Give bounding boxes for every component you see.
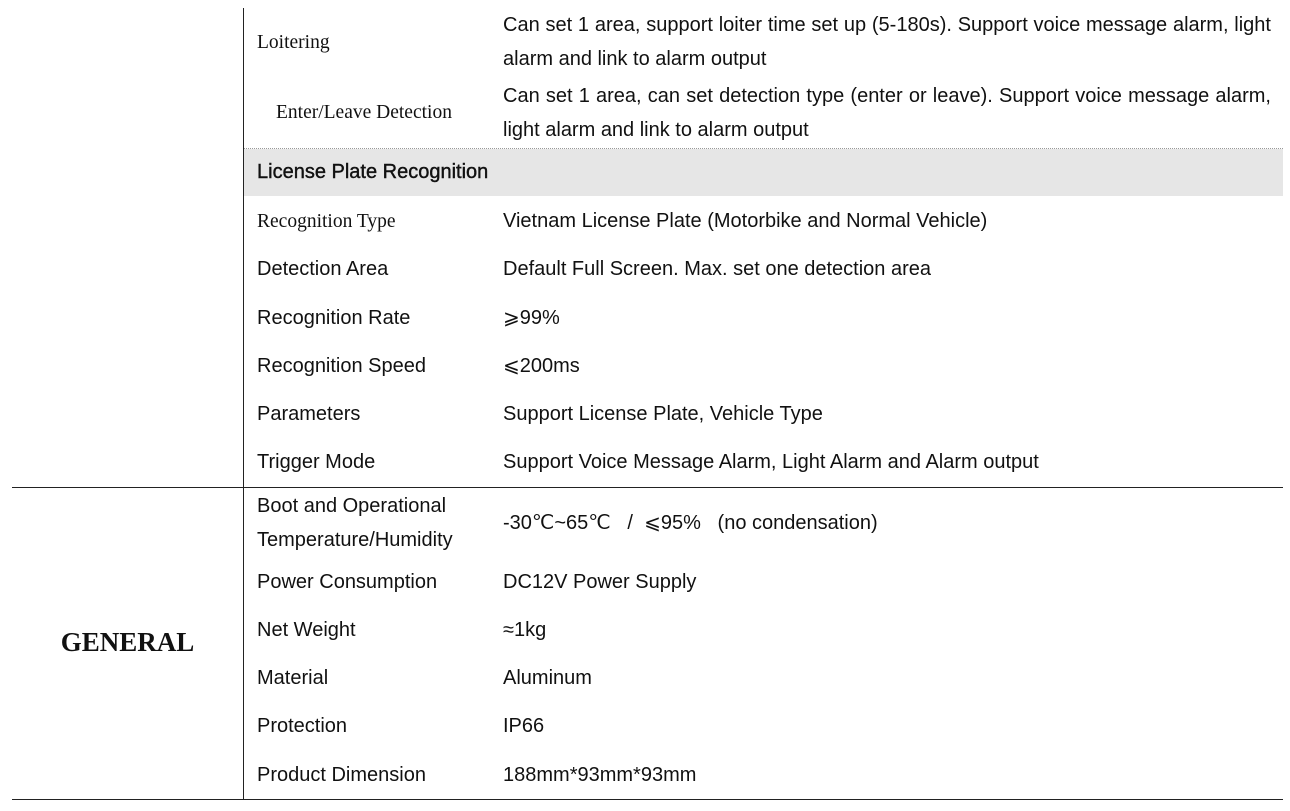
column-divider — [243, 8, 244, 799]
row-label-temperature-line2: Temperature/Humidity — [257, 529, 453, 551]
row-value-loitering: Can set 1 area, support loiter time set up (5-180s). Support voice message alarm, light alarm and link to alarm output — [503, 14, 1271, 70]
row-value-recognition-rate: ⩾99% — [503, 307, 560, 329]
row-label-material: Material — [257, 667, 329, 689]
row-value-dimension: 188mm*93mm*93mm — [503, 764, 697, 786]
row-label-trigger-mode: Trigger Mode — [257, 451, 376, 473]
group-label-general: GENERAL — [60, 627, 195, 657]
row-value-parameters: Support License Plate, Vehicle Type — [503, 403, 823, 425]
row-label-dimension: Product Dimension — [257, 764, 426, 786]
section-divider — [12, 487, 1283, 488]
row-value-protection: IP66 — [503, 715, 545, 737]
row-label-parameters: Parameters — [257, 403, 361, 425]
row-value-trigger-mode: Support Voice Message Alarm, Light Alarm and Alarm output — [503, 451, 1039, 473]
row-label-recognition-speed: Recognition Speed — [257, 355, 427, 377]
row-value-material: Aluminum — [503, 667, 592, 689]
row-label-enter-leave: Enter/Leave Detection — [276, 102, 452, 123]
row-value-detection-area: Default Full Screen. Max. set one detection area — [503, 258, 932, 280]
row-value-net-weight: ≈1kg — [503, 619, 547, 641]
row-label-protection: Protection — [257, 715, 348, 737]
row-label-loitering: Loitering — [257, 32, 330, 53]
row-label-power: Power Consumption — [257, 571, 438, 593]
section-title: License Plate Recognition — [257, 161, 489, 183]
row-value-recognition-speed: ⩽200ms — [503, 355, 580, 377]
row-value-recognition-type: Vietnam License Plate (Motorbike and Normal Vehicle) — [503, 210, 988, 232]
row-value-enter-leave: Can set 1 area, can set detection type (enter or leave). Support voice message alarm, light alarm and link to alarm output — [503, 85, 1271, 141]
table-bottom-border — [12, 799, 1283, 800]
row-value-temperature: -30℃~65℃ / ⩽95% (no condensation) — [503, 512, 878, 534]
row-label-temperature-line1: Boot and Operational — [257, 495, 447, 517]
row-value-power: DC12V Power Supply — [503, 571, 697, 593]
row-label-recognition-type: Recognition Type — [257, 211, 396, 232]
section-header-lpr — [244, 149, 1283, 196]
row-label-recognition-rate: Recognition Rate — [257, 307, 411, 329]
row-label-net-weight: Net Weight — [257, 619, 356, 641]
row-label-detection-area: Detection Area — [257, 258, 389, 280]
